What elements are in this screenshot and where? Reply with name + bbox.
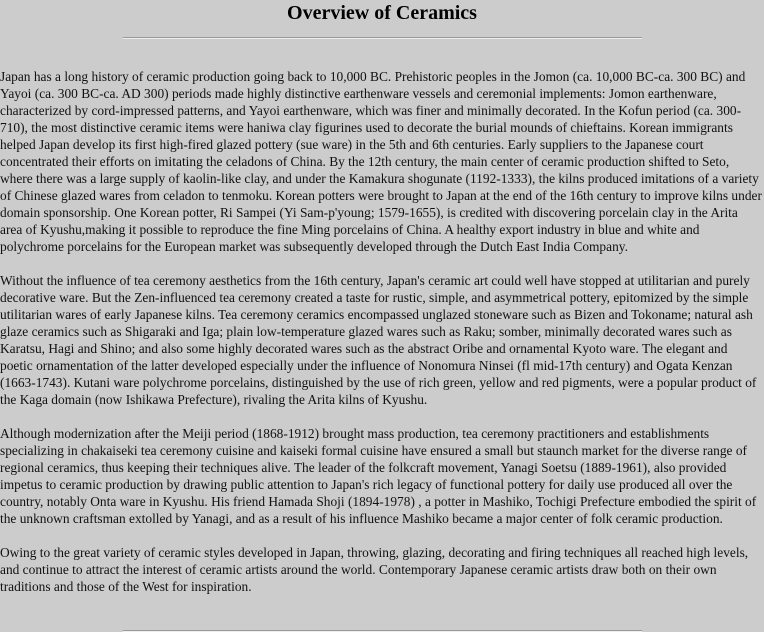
top-divider <box>123 37 642 39</box>
paragraph-history: Japan has a long history of ceramic production going back to 10,000 BC. Prehistoric peoples in the Jomon (ca. 10,000 BC-ca. 300 BC) and Yayoi (ca. 300 BC-ca. AD 300) periods made highly distinctive earthenware vessels and ceremonial implements: Jomon earthenware, characterized by cord-impressed patterns, and Yayoi earthenware, which was finer and minimally decorated. In the Kofun period (ca. 300-710), the most distinctive ceramic items were haniwa clay figurines used to decorate the burial mounds of chieftains. Korean immigrants helped Japan develop its first high-fired glazed pottery (sue ware) in the 5th and 6th centuries. Early suppliers to the Japanese court concentrated their efforts on imitating the celadons of China. By the 12th century, the main center of ceramic production shifted to Seto, where there was a large supply of kaolin-like clay, and under the Kamakura shogunate (1192-1333), the kilns produced imitations of a variety of Chinese glazed wares from celadon to tenmoku. Korean potters were brought to Japan at the end of the 16th century to improve kilns under domain sponsorship. One Korean potter, Ri Sampei (Yi Sam-p'young; 1579-1655), is credited with discovering porcelain clay in the Arita area of Kyushu,making it possible to reproduce the fine Ming porcelains of China. A healthy export industry in blue and white and polychrome porcelains for the European market was subsequently developed through the Dutch East India Company. <box>0 69 762 254</box>
paragraph-contemporary: Owing to the great variety of ceramic styles developed in Japan, throwing, glazing, decorating and firing techniques all reached high levels, and continue to attract the interest of ceramic artists around the world. Contemporary Japanese ceramic artists draw both on their own traditions and those of the West for inspiration. <box>0 545 749 594</box>
paragraph-modernization: Although modernization after the Meiji period (1868-1912) brought mass production, tea ceremony practitioners and establishments specializing in chakaiseki tea ceremony cuisine and kaiseki formal cuisine have ensured a small but staunch market for the diverse range of regional ceramics, thus keeping their techniques alive. The leader of the folkcraft movement, Yanagi Soetsu (1889-1961), also provided impetus to ceramic production by drawing public attention to Japan's rich legacy of functional pottery for daily use produced all over the country, notably Onta ware in Kyushu. His friend Hamada Shoji (1894-1978) , a potter in Mashiko, Tochigi Prefecture embodied the spirit of the unknown craftsman extolled by Yanagi, and as a result of his influence Mashiko became a major center of folk ceramic production. <box>0 426 757 526</box>
article-body <box>0 68 764 595</box>
page-title: Overview of Ceramics <box>287 2 477 24</box>
paragraph-tea-ceremony: Without the influence of tea ceremony aesthetics from the 16th century, Japan's ceramic art could well have stopped at utilitarian and purely decorative ware. But the Zen-influenced tea ceremony created a taste for rustic, simple, and asymmetrical pottery, epitomized by the simple utilitarian wares of early Japanese kilns. Tea ceremony ceramics encompassed unglazed stoneware such as Bizen and Tokoname; natural ash glaze ceramics such as Shigaraki and Iga; plain low-temperature glazed wares such as Raku; somber, minimally decorated wares such as Karatsu, Hagi and Shino; and also some highly decorated wares such as the abstract Oribe and ornamental Kyoto ware. The elegant and poetic ornamentation of the latter developed especially under the influence of Nonomura Ninsei (fl mid-17th century) and Ogata Kenzan (1663-1743). Kutani ware polychrome porcelains, distinguished by the use of rich green, yellow and red pigments, were a popular product of the Kaga domain (now Ishikawa Prefecture), rivaling the Arita kilns of Kyushu. <box>0 273 757 407</box>
